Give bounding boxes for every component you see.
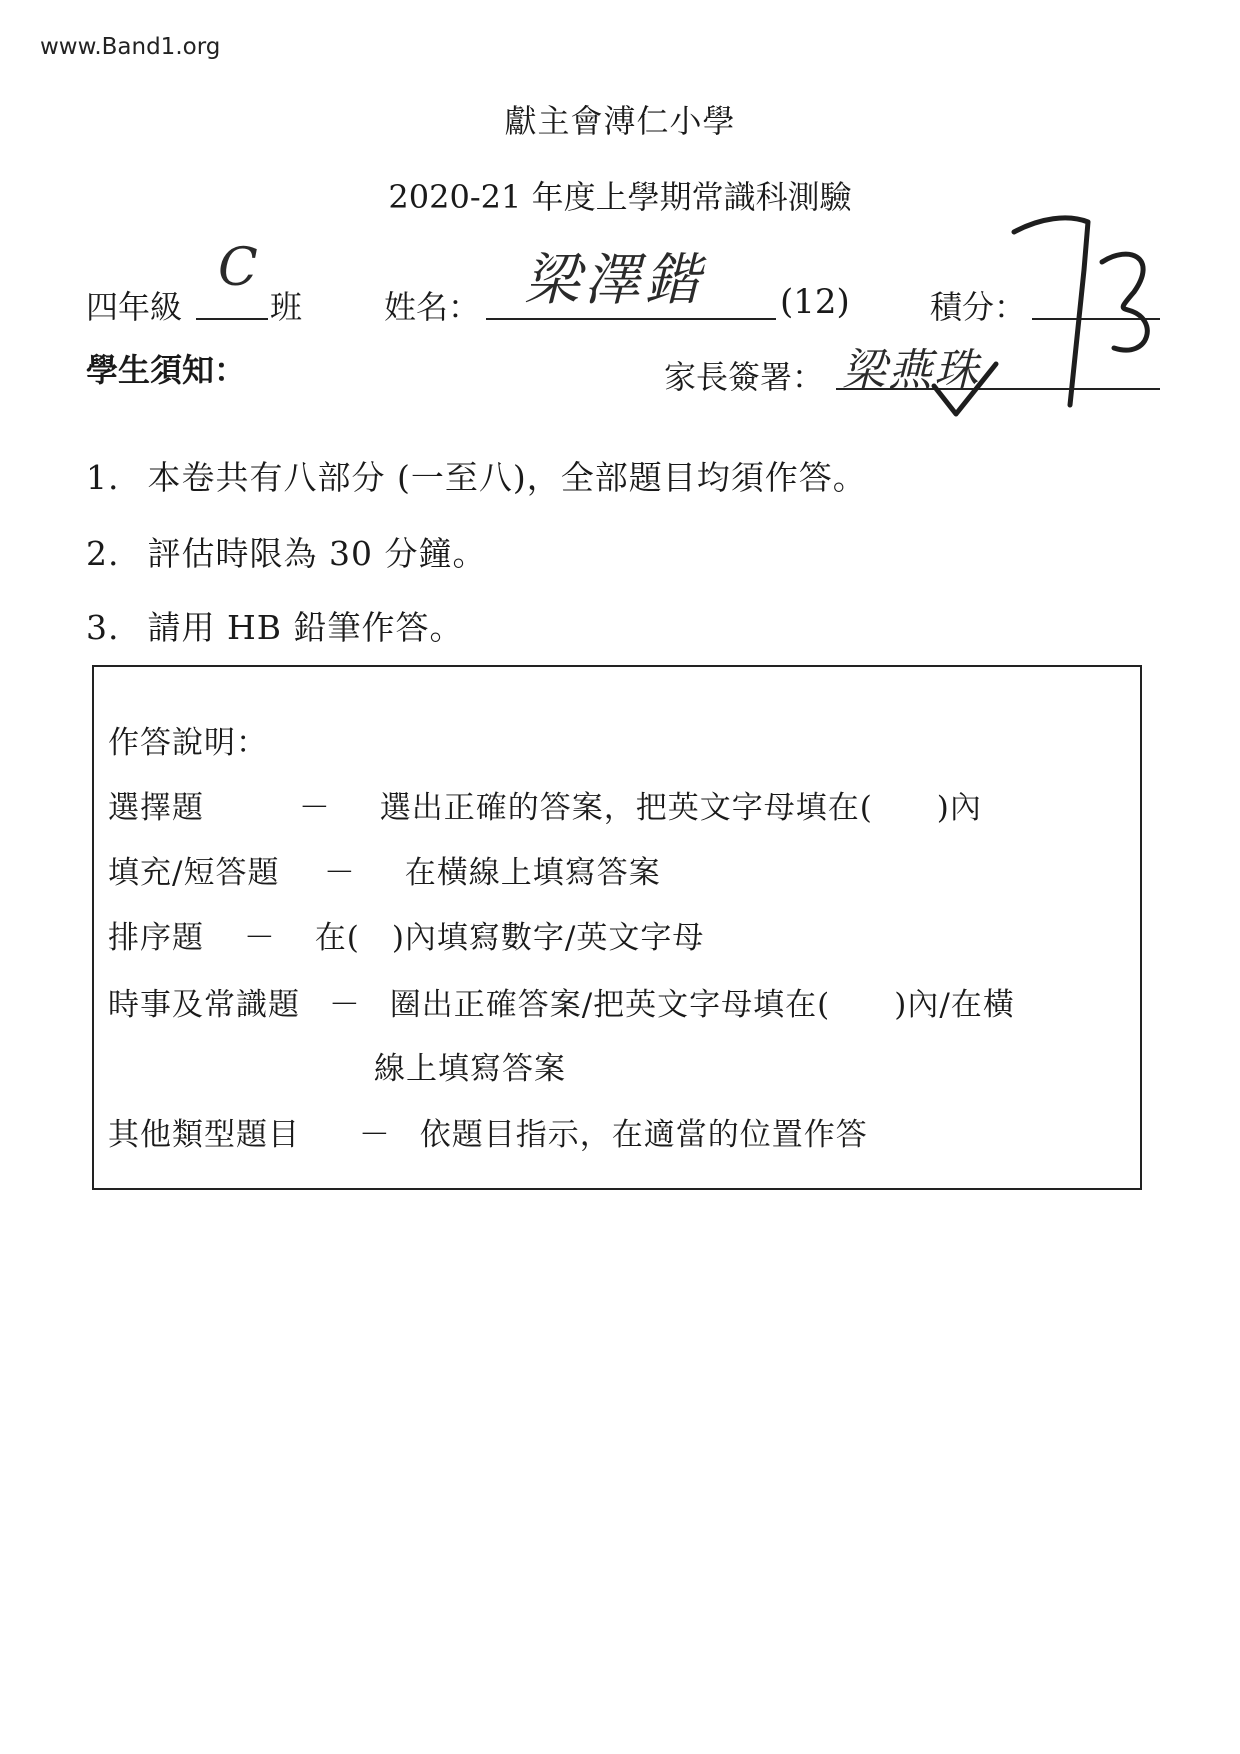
instruction-current-affairs [108,979,1015,1024]
watermark: www.Band1.org [40,34,221,60]
rule-text: 本卷共有八部分 (一至八)，全部題目均須作答。 [147,458,867,497]
rule-text: 評估時限為 30 分鐘。 [147,534,487,573]
rule-3 [86,602,464,649]
notes-heading: 學生須知： [86,351,247,389]
class-number: (12) [780,282,850,322]
rule-number: 1. [86,458,120,497]
checkmark-icon [930,360,1000,420]
instruction-fill-in [108,847,661,892]
name-handwritten: 梁澤鍇 [524,248,704,313]
class-line [196,318,268,320]
name-label: 姓名： [384,288,481,326]
instruction-other-types [108,1109,868,1154]
rule-text: 請用 HB 鉛筆作答。 [147,608,464,647]
school-name: 獻主會溥仁小學 [504,102,736,140]
score-label: 積分： [930,288,1027,326]
instruction-type: 排序題 [108,920,204,956]
rule-number: 2. [86,534,120,573]
name-line [486,318,776,320]
instruction-type: 填充/短答題 [108,855,280,891]
instruction-ordering [108,912,704,957]
instruction-desc: 圈出正確答案/把英文字母填在( )內/在橫 [389,987,1015,1023]
instruction-separator: － [323,855,356,891]
rule-1 [86,452,867,499]
instruction-separator: － [243,920,276,956]
class-handwritten: C [218,238,258,298]
instruction-separator: － [328,987,361,1023]
rule-number: 3. [86,608,120,647]
instruction-desc: 選出正確的答案，把英文字母填在( )內 [379,790,982,826]
instruction-type: 其他類型題目 [108,1117,300,1153]
instruction-type: 時事及常識題 [108,987,300,1023]
instruction-separator: － [358,1117,391,1153]
grade-label: 四年級 [86,288,183,326]
parent-signature-label: 家長簽署： [664,358,825,396]
rule-2 [86,528,486,575]
exam-title: 2020-21 年度上學期常識科測驗 [388,178,852,216]
parent-signature-handwritten: 梁燕珠 [842,345,980,396]
instruction-multiple-choice [108,782,982,827]
instructions-box [92,665,1142,1190]
instruction-current-affairs-cont: 線上填寫答案 [374,1051,566,1087]
instruction-type: 選擇題 [108,790,204,826]
instruction-desc: 依題目指示，在適當的位置作答 [419,1117,868,1153]
instruction-separator: － [298,790,331,826]
instructions-heading: 作答說明： [108,725,268,761]
instruction-desc: 在橫線上填寫答案 [404,855,661,891]
class-suffix: 班 [270,288,303,326]
instruction-desc: 在( )內填寫數字/英文字母 [314,920,705,956]
